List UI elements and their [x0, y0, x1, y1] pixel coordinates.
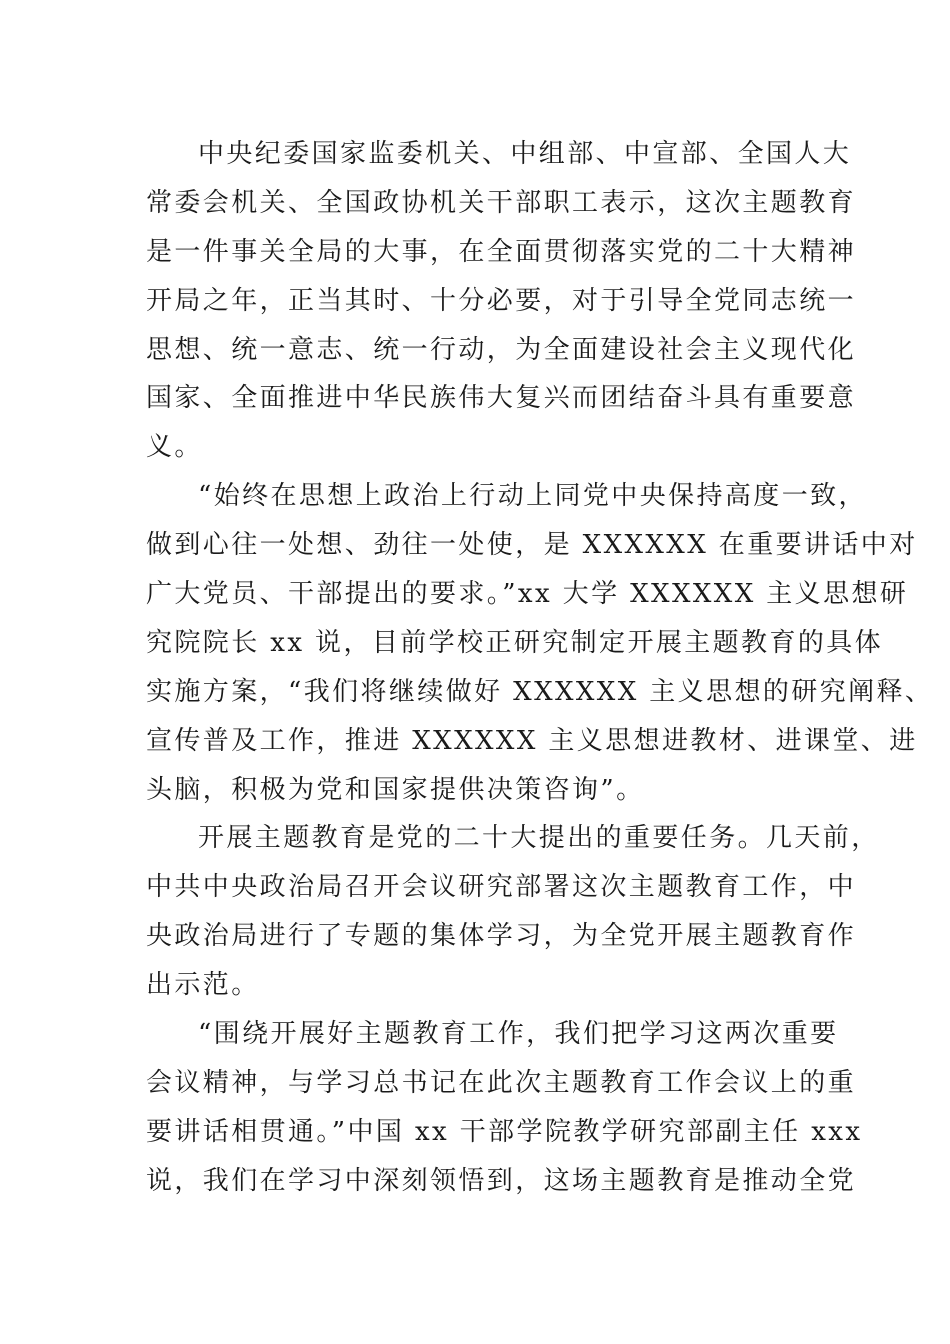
text-line: 中共中央政治局召开会议研究部署这次主题教育工作，中 [146, 872, 857, 903]
paragraph-3 [146, 814, 880, 1010]
text-line: 实施方案，“我们将继续做好 XXXXXX 主义思想的研究阐释、 [146, 676, 934, 707]
text-line: 国家、全面推进中华民族伟大复兴而团结奋斗具有重要意 [146, 383, 857, 414]
text-line: 要讲话相贯通。”中国 xx 干部学院教学研究部副主任 xxx [146, 1116, 863, 1147]
text-line: 中央纪委国家监委机关、中组部、中宣部、全国人大 [198, 139, 852, 169]
text-line: 央政治局进行了专题的集体学习，为全党开展主题教育作 [146, 921, 857, 952]
text-line: 头脑，积极为党和国家提供决策咨询”。 [146, 774, 645, 805]
paragraph-2 [146, 472, 934, 814]
text-line: 是一件事关全局的大事，在全面贯彻落实党的二十大精神 [146, 236, 857, 267]
text-line: “围绕开展好主题教育工作，我们把学习这两次重要 [198, 1019, 839, 1050]
text-line: 开局之年，正当其时、十分必要，对于引导全党同志统一 [146, 285, 857, 316]
text-line: 思想、统一意志、统一行动，为全面建设社会主义现代化 [146, 334, 857, 365]
text-line: 义。 [146, 432, 203, 463]
paragraph-4 [146, 1010, 863, 1206]
text-line: 会议精神，与学习总书记在此次主题教育工作会议上的重 [146, 1067, 857, 1098]
text-line: 广大党员、干部提出的要求。”xx 大学 XXXXXX 主义思想研 [146, 579, 909, 610]
text-line: “始终在思想上政治上行动上同党中央保持高度一致， [198, 481, 867, 512]
text-line: 做到心往一处想、劲往一处使，是 XXXXXX 在重要讲话中对 [146, 530, 918, 561]
text-line: 究院院长 xx 说，目前学校正研究制定开展主题教育的具体 [146, 627, 884, 658]
text-line: 开展主题教育是党的二十大提出的重要任务。几天前， [198, 823, 880, 854]
text-line: 常委会机关、全国政协机关干部职工表示，这次主题教育 [146, 187, 857, 218]
text-line: 说，我们在学习中深刻领悟到，这场主题教育是推动全党 [146, 1165, 857, 1196]
document-body [146, 130, 934, 1206]
paragraph-1 [146, 130, 857, 472]
text-line: 出示范。 [146, 970, 260, 1001]
text-line: 宣传普及工作，推进 XXXXXX 主义思想进教材、进课堂、进 [146, 725, 918, 756]
